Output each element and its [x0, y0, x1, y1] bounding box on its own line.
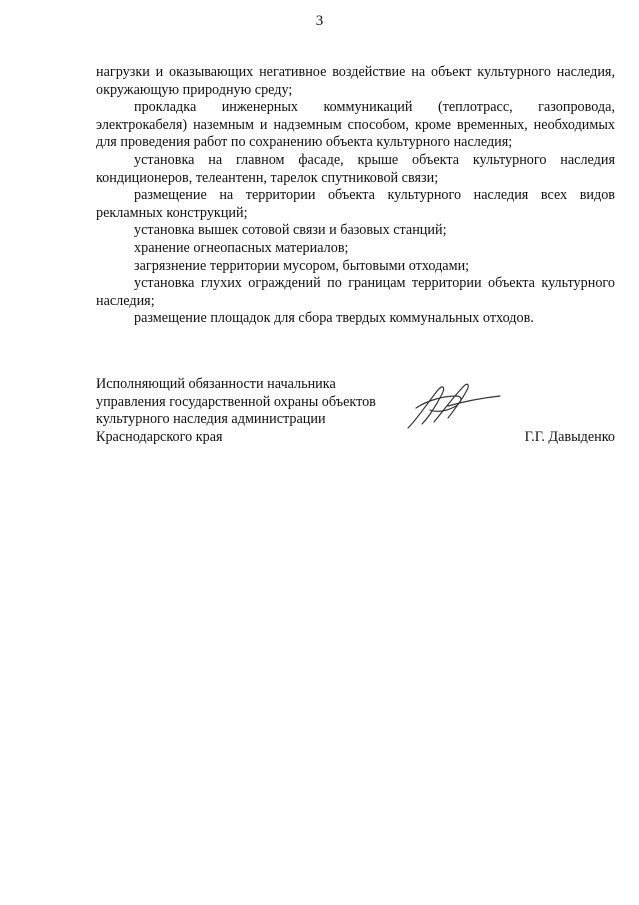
paragraph-4: размещение на территории объекта культурного наследия всех видов рекламных конструкций; — [96, 187, 615, 221]
paragraph-7: загрязнение территории мусором, бытовыми отходами; — [134, 257, 470, 274]
signatory-title — [96, 376, 396, 446]
signatory-title-line-3: культурного наследия администрации — [96, 411, 326, 428]
restrictions-list — [96, 64, 615, 328]
paragraph-8: установка глухих ограждений по границам территории объекта культурного наследия; — [96, 275, 615, 309]
signatory-title-line-1: Исполняющий обязанности начальника — [96, 376, 336, 392]
handwritten-signature — [404, 378, 504, 434]
paragraph-5: установка вышек сотовой связи и базовых станций; — [134, 222, 447, 239]
paragraph-3: установка на главном фасаде, крыше объекта культурного наследия кондиционеров, телеантенн, тарелок спутниковой связи; — [96, 151, 615, 186]
page-number: 3 — [315, 13, 324, 29]
signatory-title-line-2: управления государственной охраны объектов — [96, 393, 376, 410]
signatory-name: Г.Г. Давыденко — [524, 429, 615, 445]
paragraph-1: нагрузки и оказывающих негативное воздействие на объект культурного наследия, окружающую природную среду; — [96, 64, 615, 98]
paragraph-6: хранение огнеопасных материалов; — [134, 239, 349, 256]
paragraph-9: размещение площадок для сбора твердых коммунальных отходов. — [134, 310, 534, 327]
signatory-title-line-4: Краснодарского края — [96, 428, 223, 445]
paragraph-2: прокладка инженерных коммуникаций (теплотрасс, газопровода, электрокабеля) наземным и надземным способом, кроме временных, необходимых для проведения работ по сохранению объекта культурного наследия; — [96, 99, 615, 151]
